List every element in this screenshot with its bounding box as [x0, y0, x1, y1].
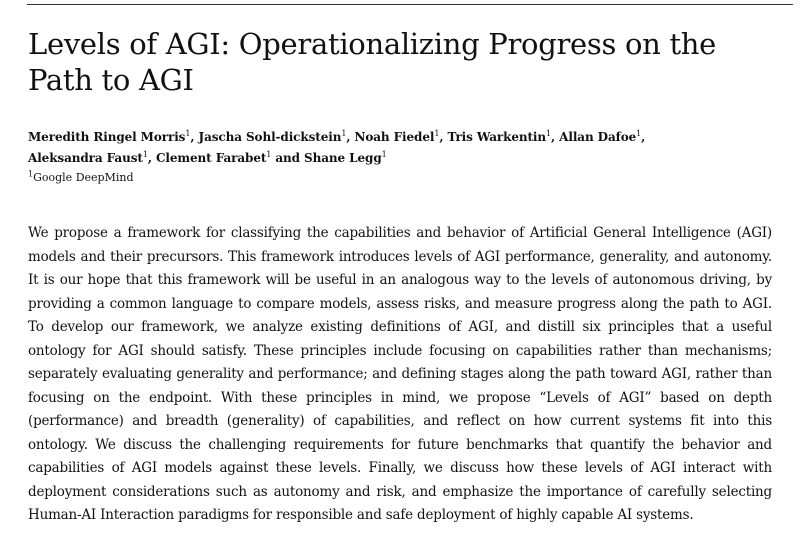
author: Jascha Sohl-dickstein$^1$ [198, 129, 347, 144]
author-list: Meredith Ringel Morris$^1$, Jascha Sohl-dickstein$^1$, Noah Fiedel$^1$, Tris Warkentin$^1$, Allan Dafoe$^1$, Aleksandra Faust$^1$, Clement Farabet$^1$ and Shane Legg$^1$ [28, 129, 646, 165]
author: Aleksandra Faust$^1$ [28, 150, 148, 165]
author: Tris Warkentin$^1$ [447, 129, 552, 144]
abstract: We propose a framework for classifying the capabilities and behavior of Artificial General Intelligence (AGI) models and their precursors. This framework introduces levels of AGI performance, generality, and autonomy. It is our hope that this framework will be useful in an analogous way to the levels of autonomous driving, by providing a common language to compare models, assess risks, and measure progress along the path to AGI. To develop our framework, we analyze existing definitions of AGI, and distill six principles that a useful ontology for AGI should satisfy. These principles include focusing on capabilities rather than mechanisms; separately evaluating generality and performance; and defining stages along the path toward AGI, rather than focusing on the endpoint. With these principles in mind, we propose “Levels of AGI” based on depth (performance) and breadth (generality) of capabilities, and reflect on how current systems fit into this ontology. We discuss the challenging requirements for future benchmarks that quantify the behavior and capabilities of AGI models against these levels. Finally, we discuss how these levels of AGI interact with deployment considerations such as autonomy and risk, and emphasize the importance of carefully selecting Human-AI Interaction paradigms for responsible and safe deployment of highly capable AI systems. [28, 225, 772, 523]
author: Noah Fiedel$^1$ [354, 129, 440, 144]
affiliation: $^1$Google DeepMind [28, 169, 134, 184]
top-rule [27, 4, 793, 5]
author: Clement Farabet$^1$ [155, 150, 272, 165]
paper-title: Levels of AGI: Operationalizing Progress on the Path to AGI [28, 27, 717, 97]
author: Allan Dafoe$^1$ [559, 129, 642, 144]
author: Shane Legg$^1$ [304, 150, 387, 165]
author: Meredith Ringel Morris$^1$ [28, 129, 191, 144]
